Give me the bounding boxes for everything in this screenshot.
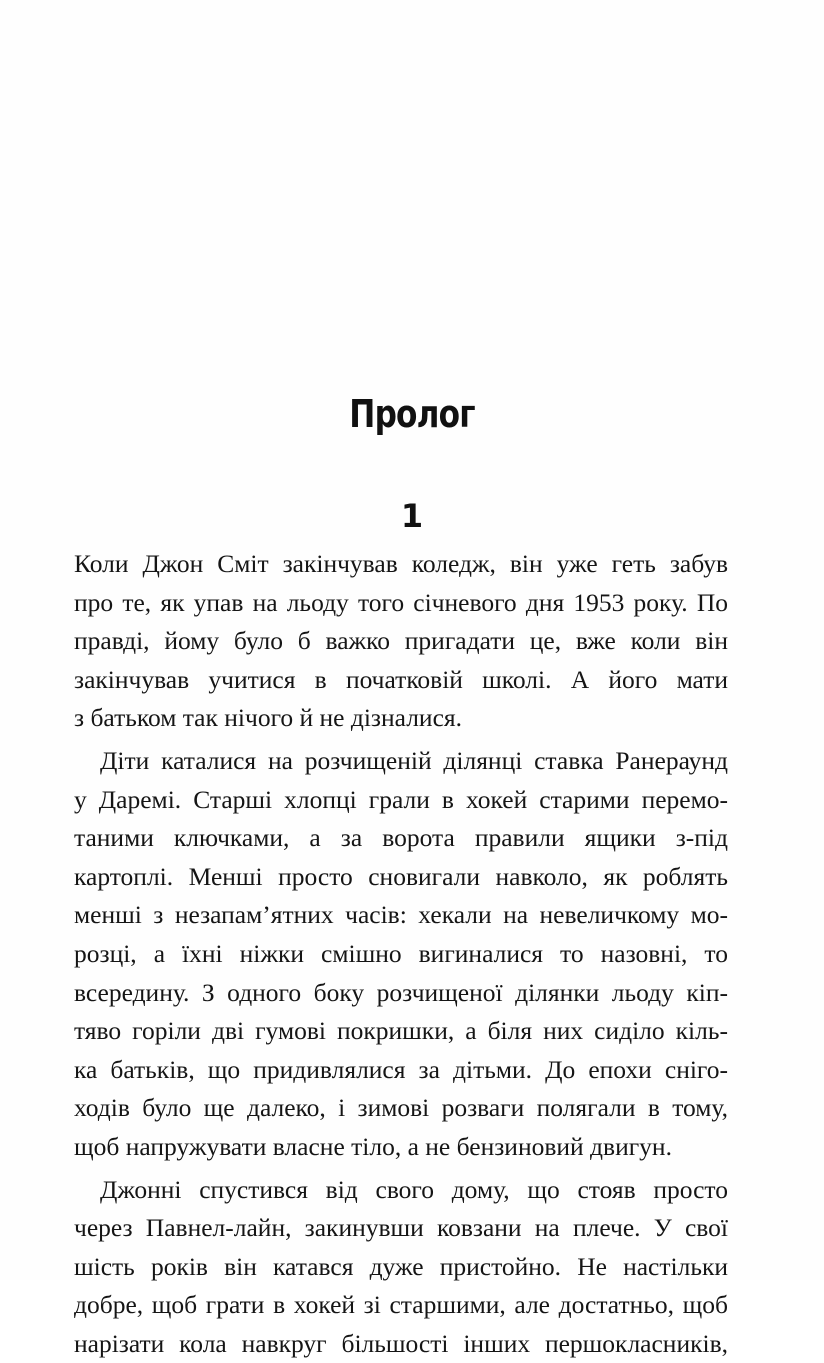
text-line: нарізати кола навкруг більшості інших першокласників, — [74, 1325, 728, 1363]
paragraph-2 — [74, 742, 728, 1167]
text-line: щоб напружувати власне тіло, а не бензиновий двигун. — [74, 1128, 728, 1167]
text-line: всередину. З одного боку розчищеної ділянки льоду кіп- — [74, 974, 728, 1013]
paragraph-3 — [74, 1171, 728, 1363]
text-line: у Даремі. Старші хлопці грали в хокей старими перемо- — [74, 781, 728, 820]
text-line: через Павнел-лайн, закинувши ковзани на плече. У свої — [74, 1209, 728, 1248]
text-line: розці, а їхні ніжки смішно вигиналися то назовні, то — [74, 935, 728, 974]
text-line: менші з незапам’ятних часів: хекали на невеличкому мо- — [74, 896, 728, 935]
text-line: про те, як упав на льоду того січневого дня 1953 року. По — [74, 584, 728, 623]
paragraph-1 — [74, 545, 728, 738]
text-line: правді, йому було б важко пригадати це, вже коли він — [74, 622, 728, 661]
text-line: закінчував учитися в початковій школі. А його мати — [74, 661, 728, 700]
text-line: шість років він катався дуже пристойно. Не настільки — [74, 1248, 728, 1287]
text-line: ка батьків, що придивлялися за дітьми. До епохи сніго- — [74, 1051, 728, 1090]
text-line: тяво горіли дві гумові покришки, а біля них сиділо кіль- — [74, 1012, 728, 1051]
text-line: добре, щоб грати в хокей зі старшими, але достатньо, щоб — [74, 1286, 728, 1325]
text-line: Коли Джон Сміт закінчував коледж, він уже геть забув — [74, 545, 728, 584]
text-line: Діти каталися на розчищеній ділянці ставка Ранераунд — [74, 742, 728, 781]
chapter-title: Пролог — [74, 392, 750, 436]
text-line: таними ключками, а за ворота правили ящики з-під — [74, 819, 728, 858]
body-text — [74, 545, 728, 1363]
text-line: ходів було ще далеко, і зимові розваги полягали в тому, — [74, 1089, 728, 1128]
text-line: Джонні спустився від свого дому, що стояв просто — [74, 1171, 728, 1210]
text-line: з батьком так нічого й не дізналися. — [74, 699, 728, 738]
section-number: 1 — [0, 497, 824, 535]
text-line: картоплі. Менші просто сновигали навколо, як роблять — [74, 858, 728, 897]
